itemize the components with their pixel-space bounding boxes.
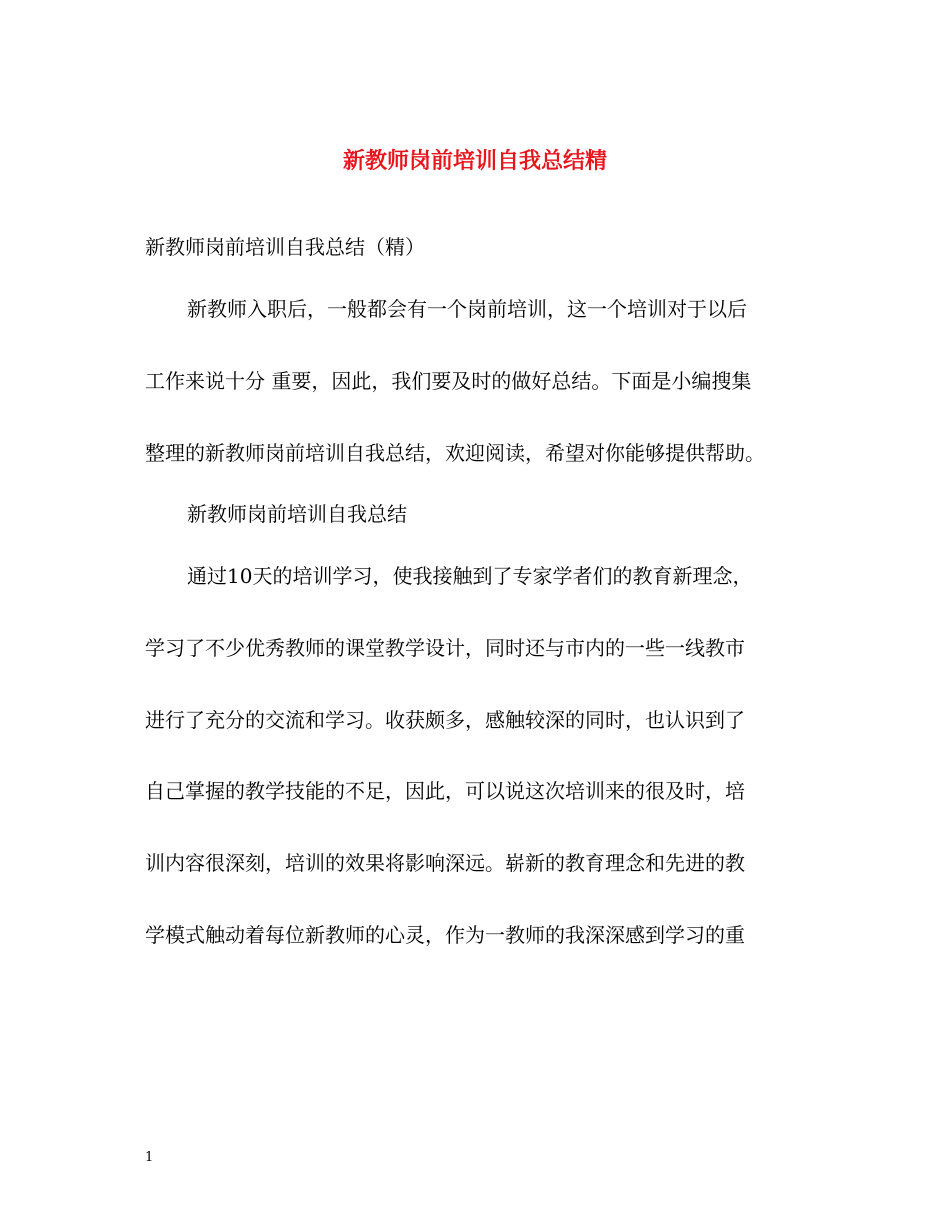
paragraph-line: 通过10天的培训学习，使我接触到了专家学者们的教育新理念， [187, 564, 753, 588]
paragraph-line: 整理的新教师岗前培训自我总结，欢迎阅读，希望对你能够提供帮助。 [145, 441, 765, 465]
document-subtitle: 新教师岗前培训自我总结（精） [145, 235, 425, 259]
paragraph-line: 自己掌握的教学技能的不足，因此，可以说这次培训来的很及时，培 [145, 779, 745, 803]
paragraph-line: 学模式触动着每位新教师的心灵，作为一教师的我深深感到学习的重 [145, 923, 745, 947]
paragraph-line: 训内容很深刻，培训的效果将影响深远。崭新的教育理念和先进的教 [145, 851, 745, 875]
paragraph-line: 新教师入职后，一般都会有一个岗前培训，这一个培训对于以后 [187, 297, 747, 321]
paragraph-line: 进行了充分的交流和学习。收获颇多，感触较深的同时，也认识到了 [145, 708, 745, 732]
page-number: 1 [145, 1150, 154, 1165]
section-heading: 新教师岗前培训自我总结 [187, 502, 407, 526]
paragraph-line: 工作来说十分 重要，因此，我们要及时的做好总结。下面是小编搜集 [145, 369, 752, 393]
paragraph-line: 学习了不少优秀教师的课堂教学设计，同时还与市内的一些一线教市 [145, 636, 745, 660]
document-title: 新教师岗前培训自我总结精 [342, 148, 607, 174]
